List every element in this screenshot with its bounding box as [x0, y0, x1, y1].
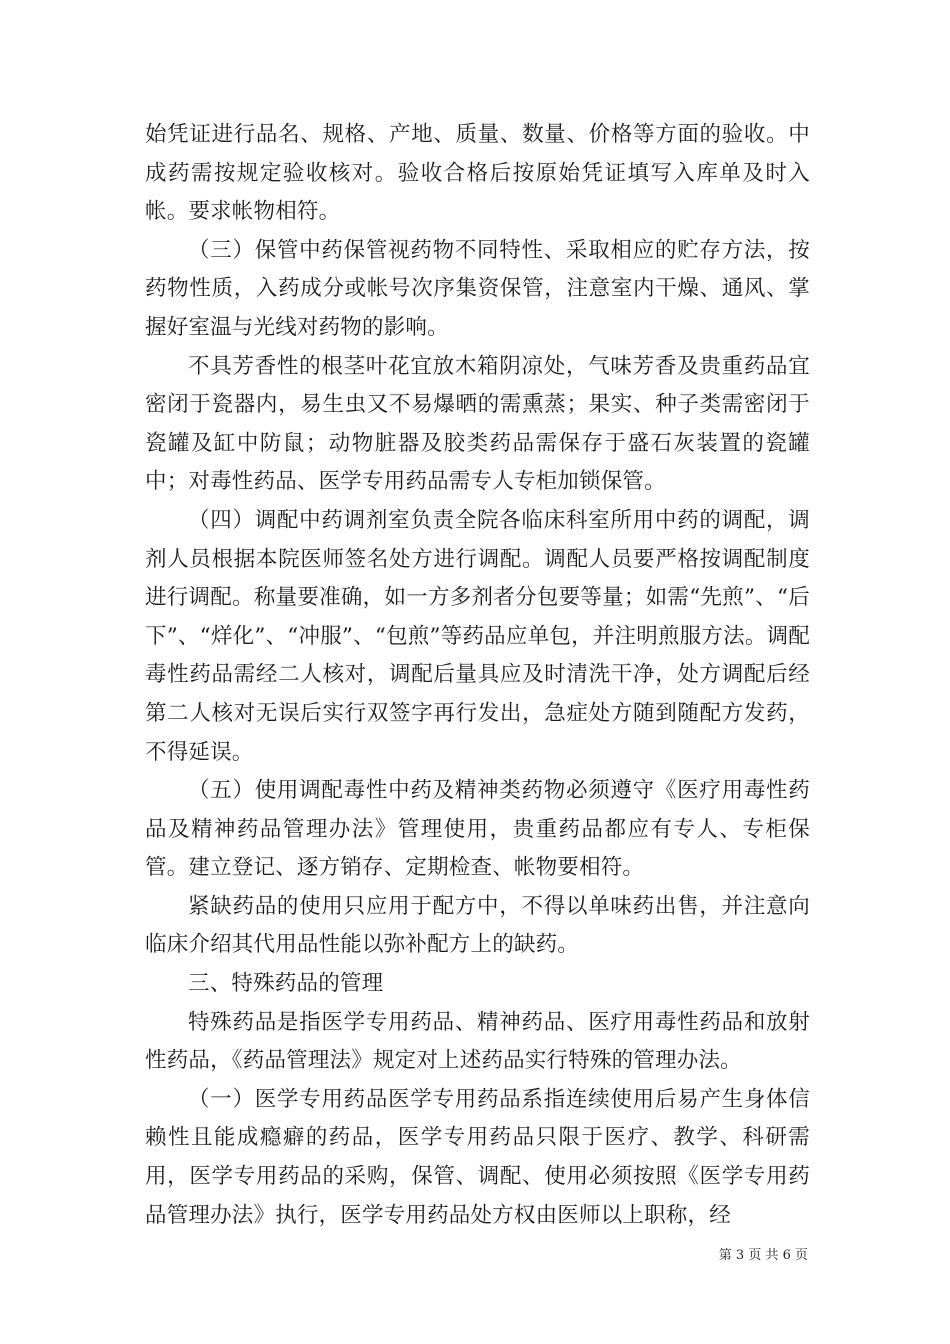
paragraph-9: （一）医学专用药品医学专用药品系指连续使用后易产生身体信赖性且能成瘾癖的药品，医学专用药品只限于医疗、教学、科研需用，医学专用药品的采购，保管、调配、使用必须按照《医学专用药品管理办法》执行，医学专用药品处方权由医师以上职称，经	[145, 1086, 810, 1228]
page-number: 第 3 页 共 6 页	[718, 1248, 808, 1263]
paragraph-2: （三）保管中药保管视药物不同特性、采取相应的贮存方法，按药物性质，入药成分或帐号次序集资保管，注意室内干燥、通风、掌握好室温与光线对药物的影响。	[145, 237, 810, 340]
paragraph-6: 紧缺药品的使用只应用于配方中，不得以单味药出售，并注意向临床介绍其代用品性能以弥补配方上的缺药。	[145, 893, 810, 958]
paragraph-5: （五）使用调配毒性中药及精神类药物必须遵守《医疗用毒性药品及精神药品管理办法》管理使用，贵重药品都应有专人、专柜保管。建立登记、逐方销存、定期检查、帐物要相符。	[145, 778, 810, 881]
section-heading: 三、特殊药品的管理	[188, 971, 384, 997]
document-body	[145, 116, 810, 1235]
paragraph-1: 始凭证进行品名、规格、产地、质量、数量、价格等方面的验收。中成药需按规定验收核对。验收合格后按原始凭证填写入库单及时入帐。要求帐物相符。	[145, 122, 810, 225]
paragraph-3: 不具芳香性的根茎叶花宜放木箱阴凉处，气味芳香及贵重药品宜密闭于瓷器内，易生虫又不易爆晒的需熏蒸；果实、种子类需密闭于瓷罐及缸中防鼠；动物脏器及胶类药品需保存于盛石灰装置的瓷罐中；对毒性药品、医学专用药品需专人专柜加锁保管。	[145, 353, 810, 495]
paragraph-4: （四）调配中药调剂室负责全院各临床科室所用中药的调配，调剂人员根据本院医师签名处方进行调配。调配人员要严格按调配制度进行调配。称量要准确，如一方多剂者分包要等量；如需“先煎”、“后下”、“烊化”、“冲服”、“包煎”等药品应单包，并注明煎服方法。调配毒性药品需经二人核对，调配后量具应及时清洗干净，处方调配后经第二人核对无误后实行双签字再行发出，急症处方随到随配方发药，不得延误。	[145, 507, 810, 765]
paragraph-8: 特殊药品是指医学专用药品、精神药品、医疗用毒性药品和放射性药品，《药品管理法》规定对上述药品实行特殊的管理办法。	[145, 1009, 810, 1074]
